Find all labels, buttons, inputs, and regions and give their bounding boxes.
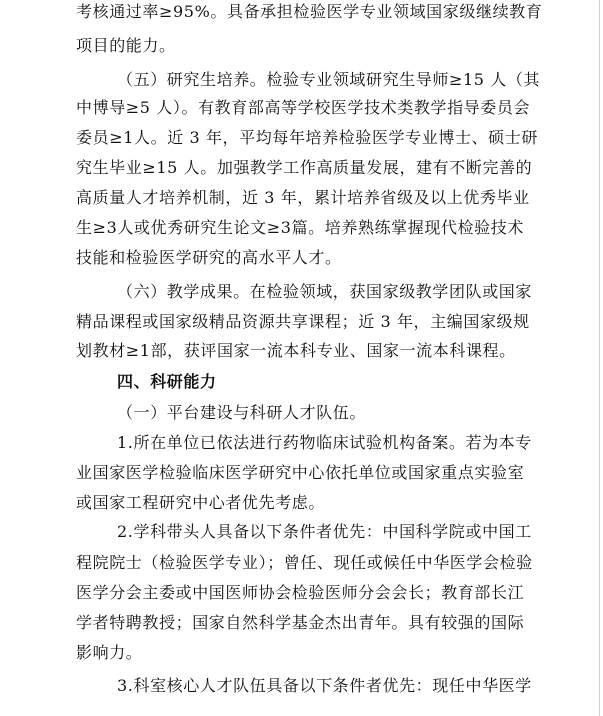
text-line: 高质量人才培养机制，近 3 年，累计培养省级及以上优秀毕业 xyxy=(76,188,530,207)
paragraph-five-start: （五）研究生培养。检验专业领域研究生导师≥15 人（其 xyxy=(117,70,541,89)
text-line: 中博导≥5 人）。有教育部高等学校医学技术类教学指导委员会 xyxy=(76,98,531,117)
section-heading-research: 四、科研能力 xyxy=(117,372,217,391)
text-line: 医学分会主委或中国医师协会检验医师分会会长；教育部长江 xyxy=(76,583,525,602)
text-line: 究生毕业≥15 人。加强教学工作高质量发展，建有不断完善的 xyxy=(76,158,533,177)
item-three-start: 3.科室核心人才队伍具备以下条件者优先：现任中华医学 xyxy=(117,676,532,695)
paragraph-six-start: （六）教学成果。在检验领域，获国家级教学团队或国家 xyxy=(117,282,533,301)
text-line: 项目的能力。 xyxy=(76,36,176,55)
text-line: 影响力。 xyxy=(76,643,143,662)
text-line: 技能和检验医学研究的高水平人才。 xyxy=(76,248,342,267)
item-one-start: 1.所在单位已依法进行药物临床试验机构备案。若为本专 xyxy=(117,433,532,452)
text-line: 委员≥1人。近 3 年，平均每年培养检验医学专业博士、硕士研 xyxy=(76,128,538,147)
text-line: 程院院士（检验医学专业）；曾任、现任或候任中华医学会检验 xyxy=(76,553,533,572)
text-line: 或国家工程研究中心者优先考虑。 xyxy=(76,493,326,512)
text-line: 生≥3人或优秀研究生论文≥3篇。培养熟练掌握现代检验技术 xyxy=(76,218,524,237)
text-line: 精品课程或国家级精品资源共享课程；近 3 年，主编国家级规 xyxy=(76,312,530,331)
text-line: 考核通过率≥95%。具备承担检验医学专业领域国家级继续教育 xyxy=(76,2,543,21)
text-line: 业国家医学检验临床医学研究中心依托单位或国家重点实验室 xyxy=(76,463,525,482)
page-edge-divider xyxy=(599,0,600,716)
subsection-heading-platform: （一）平台建设与科研人才队伍。 xyxy=(117,403,367,422)
item-two-start: 2.学科带头人具备以下条件者优先：中国科学院或中国工 xyxy=(117,522,532,541)
text-line: 学者特聘教授；国家自然科学基金杰出青年。具有较强的国际 xyxy=(76,613,525,632)
text-line: 划教材≥1部，获评国家一流本科专业、国家一流本科课程。 xyxy=(76,341,516,360)
